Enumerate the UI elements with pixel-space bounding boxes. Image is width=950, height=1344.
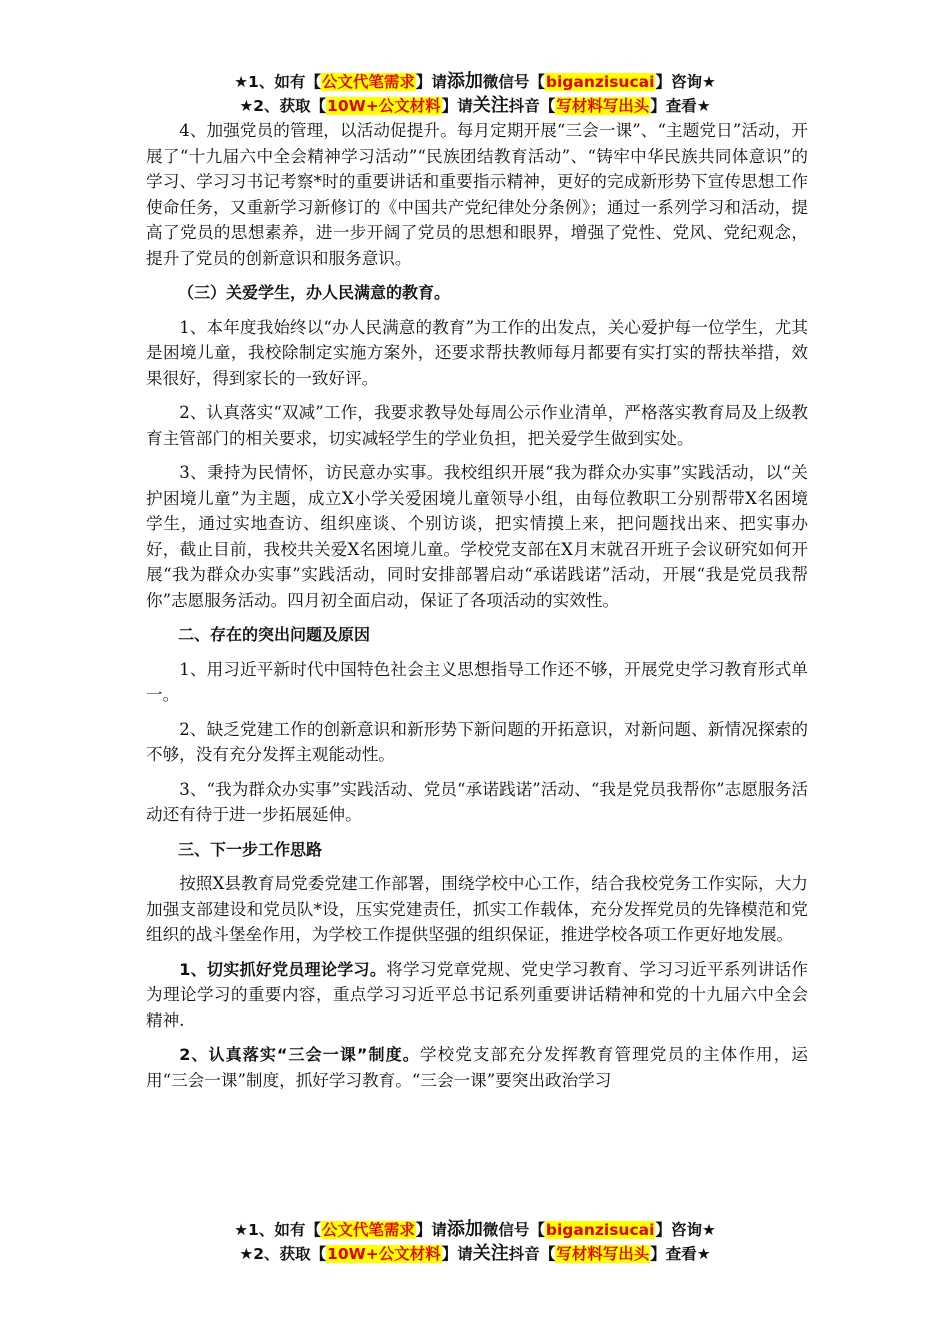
promo-text: 】请: [441, 1245, 473, 1263]
promo-text: 】请: [415, 1221, 447, 1239]
promo-emphasis: 关注: [472, 95, 509, 116]
promo-highlight: 写材料写出头: [556, 1245, 650, 1263]
body-paragraph: 3、“我为群众办实事”实践活动、党员“承诺践诺”活动、“我是党员我帮你”志愿服务活动还有待于进一步拓展延伸。: [146, 779, 808, 824]
body-paragraph: 1、用习近平新时代中国特色社会主义思想指导工作还不够，开展党史学习教育形式单一。: [146, 659, 808, 704]
body-paragraph: 1、本年度我始终以“办人民满意的教育”为工作的出发点，关心爱护每一位学生，尤其是困境儿童，我校除制定实施方案外，还要求帮扶教师每月都要有实打实的帮扶举措，效果很好，得到家长的一致好评。: [146, 317, 808, 388]
promo-highlight: biganzisucai: [545, 1221, 655, 1239]
promo-text: 微信号【: [482, 73, 545, 91]
section-heading: （三）关爱学生，办人民满意的教育。: [178, 283, 451, 302]
promo-highlight: biganzisucai: [545, 73, 655, 91]
promo-text: 】查看★: [650, 1245, 711, 1263]
body-paragraph-with-lead: [146, 1042, 808, 1093]
promo-highlight: 10W+公文材料: [327, 1245, 441, 1263]
promo-footer-line-1: [0, 1218, 950, 1242]
promo-text: ★1、如有【: [234, 73, 321, 91]
promo-emphasis: 添加: [446, 71, 483, 92]
promo-footer-line-2: [0, 1242, 950, 1266]
promo-header-line-2: [0, 94, 950, 118]
promo-text: ★2、获取【: [239, 1245, 327, 1263]
body-paragraph: 3、秉持为民情怀，访民意办实事。我校组织开展“我为群众办实事”实践活动，以“关护困境儿童”为主题，成立X小学关爱困境儿童领导小组，由每位教职工分别帮带X名困境学生，通过实地查访、组织座谈、个别访谈，把实情摸上来，把问题找出来、把实事办好，截止目前，我校共关爱X名困境儿童。学校党支部在X月末就召开班子会议研究如何开展“我为群众办实事”实践活动，同时安排部署启动“承诺践诺”活动，开展“我是党员我帮你”志愿服务活动。四月初全面启动，保证了各项活动的实效性。: [146, 463, 808, 610]
promo-text: 抖音【: [508, 1245, 556, 1263]
promo-text: ★2、获取【: [239, 97, 327, 115]
document-body: [146, 118, 808, 1102]
body-paragraph: 2、缺乏党建工作的创新意识和新形势下新问题的开拓意识，对新问题、新情况探索的不够，没有充分发挥主观能动性。: [146, 719, 808, 764]
promo-header-line-1: [0, 70, 950, 94]
promo-text: 】请: [415, 73, 447, 91]
promo-text: 抖音【: [508, 97, 556, 115]
body-paragraph: 4、加强党员的管理，以活动促提升。每月定期开展“三会一课”、“主题党日”活动，开展了“十九届六中全会精神学习活动”“民族团结教育活动”、“铸牢中华民族共同体意识”的学习、学习习书记考察*时的重要讲话和重要指示精神，更好的完成新形势下宣传思想工作使命任务，又重新学习新修订的《中国共产党纪律处分条例》；通过一系列学习和活动，提高了党员的思想素养，进一步开阔了党员的思想和眼界，增强了党性、党风、党纪观念，提升了党员的创新意识和服务意识。: [146, 121, 808, 268]
promo-text: 】查看★: [650, 97, 711, 115]
section-heading: 二、存在的突出问题及原因: [178, 625, 371, 644]
promo-text: 】咨询★: [655, 1221, 716, 1239]
body-paragraph: 2、认真落实“双减”工作，我要求教导处每周公示作业清单，严格落实教育局及上级教育主管部门的相关要求，切实减轻学生的学业负担，把关爱学生做到实处。: [146, 403, 808, 448]
promo-text: 】咨询★: [655, 73, 716, 91]
paragraph-lead: 1、切实抓好党员理论学习。: [179, 959, 387, 979]
promo-text: 】请: [441, 97, 473, 115]
body-paragraph: 按照X县教育局党委党建工作部署，围绕学校中心工作，结合我校党务工作实际，大力加强支部建设和党员队*设，压实党建责任，抓实工作载体，充分发挥党员的先锋模范和党组织的战斗堡垒作用，为学校工作提供坚强的组织保证，推进学校各项工作更好地发展。: [146, 874, 808, 944]
section-heading: 三、下一步工作思路: [178, 839, 323, 859]
paragraph-lead: 2、认真落实“三会一课”制度。: [179, 1045, 420, 1064]
promo-highlight: 写材料写出头: [556, 97, 650, 115]
promo-highlight: 10W+公文材料: [327, 97, 441, 115]
promo-emphasis: 关注: [472, 1243, 509, 1264]
promo-highlight: 公文代笔需求: [321, 1221, 415, 1239]
promo-emphasis: 添加: [446, 1219, 483, 1240]
promo-text: ★1、如有【: [234, 1221, 321, 1239]
promo-text: 微信号【: [482, 1221, 545, 1239]
body-paragraph-with-lead: [146, 957, 808, 1034]
paragraph-text: 学校党支部充分发挥教育管理党员的主体作用，运用“三会一课”制度，抓好学习教育。“三会一课”要突出政治学习: [146, 1045, 808, 1090]
paragraph-text: 将学习党章党规、党史学习教育、学习习近平系列讲话作为理论学习的重要内容，重点学习习近平总书记系列重要讲话精神和党的十九届六中全会精神.: [146, 959, 809, 1030]
promo-highlight: 公文代笔需求: [321, 73, 415, 91]
